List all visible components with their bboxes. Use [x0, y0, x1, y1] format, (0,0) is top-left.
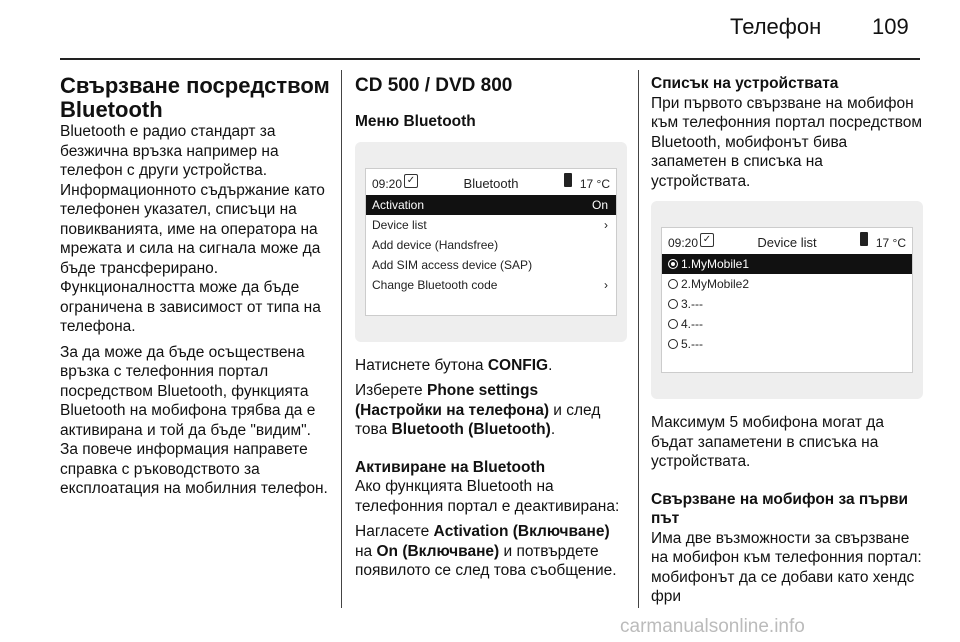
- device-item-1: [662, 254, 912, 274]
- device-list-screenshot: [651, 201, 923, 399]
- device-label: 3.---: [681, 297, 703, 311]
- subheading-first-connection: Свързване на мобифон за първи път: [651, 490, 909, 527]
- radio-icon: [668, 279, 678, 289]
- screen-temperature: 17 °C: [875, 236, 906, 250]
- paragraph-max-devices: Максимум 5 мобифона могат да бъдат запаметени в списъка на устройствата.: [651, 414, 884, 470]
- column-3: [651, 74, 923, 613]
- section-heading-bluetooth: Свързване посредством Bluetooth: [60, 73, 330, 122]
- paragraph-set-activation: Нагласете Activation (Включване) на On (Включване) и потвърдете появилото се след това съобщение.: [355, 523, 617, 579]
- paragraph-if-deactivated: Ако функцията Bluetooth на телефонния портал е деактивирана:: [355, 478, 620, 515]
- check-icon: ✓: [700, 233, 714, 247]
- screen-title: Bluetooth: [463, 175, 519, 191]
- paragraph-intro: Bluetooth е радио стандарт за безжична връзка например на телефон с други устройства. Информационното съдържание като телефонен указател, списъци на повикванията, име на оператора на мрежата и сила на сигнала може да бъде трансферирано. Функционалността може да бъде ограничена в зависимост от типа на телефона.: [60, 123, 325, 335]
- device-item-2: [662, 274, 912, 294]
- screen-title: Device list: [757, 235, 817, 250]
- menu-item-device-list: [366, 215, 616, 235]
- menu-item-activation: [366, 195, 616, 215]
- menu-item-label: Change Bluetooth code: [372, 277, 498, 292]
- device-item-3: [662, 294, 912, 314]
- device-label: 2.MyMobile2: [681, 277, 750, 291]
- menu-item-value: On: [591, 197, 608, 212]
- device-label: 1.MyMobile1: [681, 257, 750, 271]
- device-label: 4.---: [681, 317, 703, 331]
- bluetooth-menu-screenshot: [355, 142, 627, 342]
- subheading-activate-bluetooth: Активиране на Bluetooth: [355, 458, 546, 476]
- device-item-4: [662, 314, 912, 334]
- menu-item-change-code: [366, 275, 616, 295]
- device-label: 5.---: [681, 337, 703, 351]
- radio-selected-icon: [668, 259, 678, 269]
- subheading-device-list: Списък на устройствата: [651, 75, 839, 92]
- header-rule: [60, 58, 920, 60]
- menu-item-label: Device list: [372, 217, 427, 232]
- menu-item-label: Add device (Handsfree): [372, 237, 499, 252]
- screen-time: 09:20: [372, 176, 403, 191]
- column-divider-2: [638, 70, 639, 608]
- paragraph-select: Изберете Phone settings (Настройки на телефона) и след това Bluetooth (Bluetooth).: [355, 382, 601, 438]
- menu-item-add-device: [366, 235, 616, 255]
- screen-time: 09:20: [668, 236, 699, 250]
- phone-icon: [564, 173, 572, 187]
- radio-icon: [668, 339, 678, 349]
- screen-frame: [365, 168, 617, 316]
- chevron-right-icon: ›: [604, 217, 608, 232]
- screen-temperature: 17 °C: [579, 176, 610, 191]
- chevron-right-icon: ›: [604, 277, 608, 292]
- paragraph-connection: За да може да бъде осъществена връзка с телефонния портал посредством Bluetooth, функцията Bluetooth на мобифона трябва да е активирана и той да бъде "видим". За повече информация направете справка с ръководството за експлоатация на мобилния телефон.: [60, 343, 328, 497]
- screen-frame: [661, 227, 913, 373]
- column-1: [60, 74, 332, 505]
- menu-item-label: Add SIM access device (SAP): [372, 257, 533, 272]
- page-number: 109: [872, 14, 909, 39]
- screen-status-bar: [366, 169, 616, 195]
- section-heading-model: CD 500 / DVD 800: [355, 75, 513, 96]
- device-item-5: [662, 334, 912, 354]
- screen-status-bar: [662, 228, 912, 254]
- paragraph-press-config: Натиснете бутона CONFIG.: [355, 356, 553, 374]
- paragraph-two-options: Има две възможности за свързване на мобифон към телефонния портал: мобифонът да се добави като хендс фри: [651, 529, 922, 605]
- column-divider-1: [341, 70, 342, 608]
- radio-icon: [668, 299, 678, 309]
- subheading-bluetooth-menu: Меню Bluetooth: [355, 113, 476, 130]
- check-icon: ✓: [404, 174, 418, 188]
- phone-icon: [860, 232, 868, 246]
- column-2: [355, 74, 627, 587]
- watermark: carmanualsonline.info: [620, 616, 805, 637]
- menu-item-add-sim: [366, 255, 616, 275]
- menu-item-label: Activation: [372, 197, 425, 212]
- radio-icon: [668, 319, 678, 329]
- running-header-title: Телефон: [730, 14, 822, 39]
- paragraph-device-list: При първото свързване на мобифон към телефонния портал посредством Bluetooth, мобифонът бива запаметен в списъка на устройствата.: [651, 94, 923, 190]
